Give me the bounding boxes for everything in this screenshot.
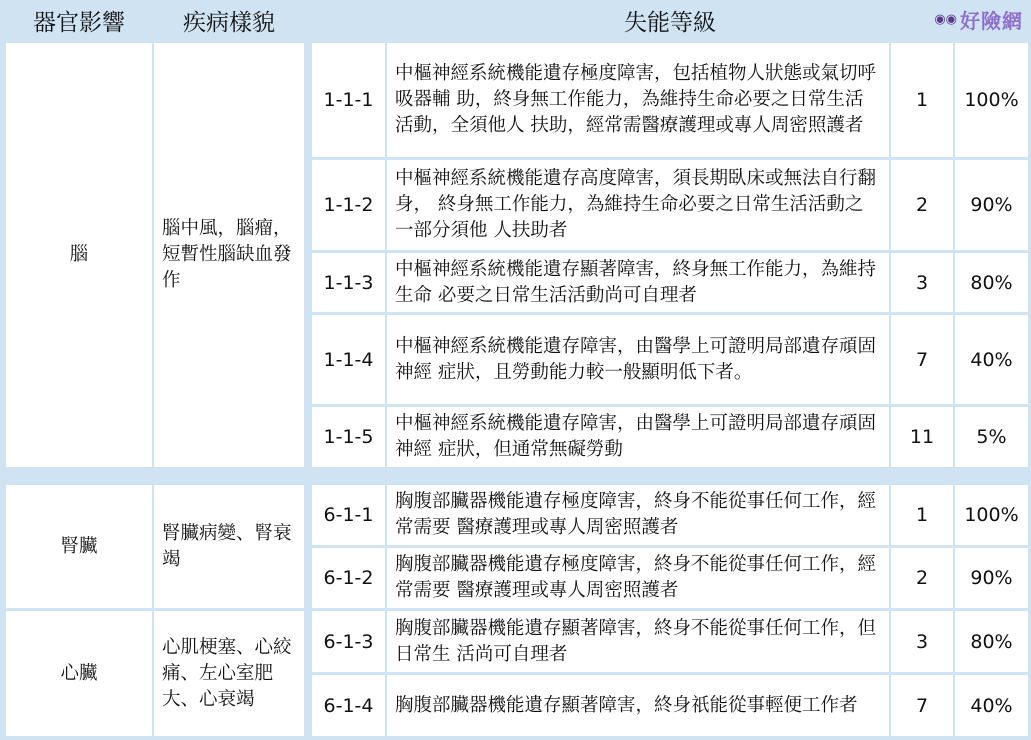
row-code: 6-1-2 (312, 548, 385, 608)
row-level: 3 (891, 253, 953, 312)
row-code: 1-1-2 (312, 160, 385, 250)
brand-logo (934, 5, 1023, 34)
row-description-text: 中樞神經系統機能遺存顯著障害，終身無工作能力，為維持生命 必要之日常生活活動尚可自理者 (395, 258, 877, 306)
row-description (387, 675, 889, 736)
header-organ: 器官影響 (6, 0, 152, 40)
row-percent: 100% (955, 485, 1028, 545)
row-code: 6-1-3 (312, 611, 385, 672)
disease-text: 腎臟病變、腎衰竭 (162, 522, 292, 570)
row-code: 6-1-4 (312, 675, 385, 736)
organ-cell-brain: 腦 (6, 43, 152, 467)
row-description (387, 548, 889, 608)
row-level: 2 (891, 548, 953, 608)
row-description (387, 407, 889, 467)
row-percent: 90% (955, 160, 1028, 250)
row-description-text: 胸腹部臟器機能遺存顯著障害，終身不能從事任何工作，但日常生 活尚可自理者 (395, 617, 877, 665)
row-level: 3 (891, 611, 953, 672)
organ-cell-heart: 心臟 (6, 611, 152, 736)
row-description-text: 中樞神經系統機能遺存高度障害，須長期臥床或無法自行翻身， 終身無工作能力，為維持生命必要之日常生活活動之一部分須他 人扶助者 (395, 168, 877, 241)
organ-cell-kidney: 腎臟 (6, 485, 152, 608)
row-code: 1-1-3 (312, 253, 385, 312)
row-description (387, 253, 889, 312)
brand-logo-text: 好險網 (960, 9, 1023, 33)
row-description (387, 611, 889, 672)
row-level: 2 (891, 160, 953, 250)
section-divider (0, 469, 1031, 483)
row-code: 1-1-1 (312, 43, 385, 157)
row-level: 11 (891, 407, 953, 467)
row-description-text: 中樞神經系統機能遺存障害，由醫學上可證明局部遺存頑固神經 症狀，但通常無礙勞動 (395, 413, 877, 460)
row-description-text: 中樞神經系統機能遺存極度障害，包括植物人狀態或氣切呼吸器輔 助，終身無工作能力，為維持生命必要之日常生活活動，全須他人 扶助，經常需醫療護理或專人周密照護者 (395, 63, 877, 136)
row-percent: 40% (955, 675, 1028, 736)
row-description-text: 胸腹部臟器機能遺存極度障害，終身不能從事任何工作，經常需要 醫療護理或專人周密照護者 (395, 491, 877, 538)
disease-text: 腦中風，腦瘤，短暫性腦缺血發作 (162, 218, 292, 291)
glasses-icon: ◉◉ (934, 12, 957, 27)
row-description-text: 中樞神經系統機能遺存障害，由醫學上可證明局部遺存頑固神經 症狀，且勞動能力較一般顯明低下者。 (395, 335, 877, 383)
row-percent: 90% (955, 548, 1028, 608)
row-code: 1-1-4 (312, 315, 385, 404)
row-code: 1-1-5 (312, 407, 385, 467)
row-percent: 100% (955, 43, 1028, 157)
disease-cell-heart (154, 611, 304, 736)
row-description (387, 315, 889, 404)
header-level: 失能等級 (312, 0, 1028, 40)
disease-cell-brain (154, 43, 304, 467)
row-description-text: 胸腹部臟器機能遺存顯著障害，終身祇能從事輕便工作者 (395, 694, 858, 716)
disease-text: 心肌梗塞、心絞痛、左心室肥大、心衰竭 (162, 636, 292, 710)
header-disease: 疾病樣貌 (154, 0, 304, 40)
row-level: 1 (891, 485, 953, 545)
row-percent: 5% (955, 407, 1028, 467)
row-percent: 80% (955, 253, 1028, 312)
row-level: 7 (891, 675, 953, 736)
row-description (387, 43, 889, 157)
row-description-text: 胸腹部臟器機能遺存極度障害，終身不能從事任何工作，經常需要 醫療護理或專人周密照護者 (395, 554, 877, 601)
row-description (387, 160, 889, 250)
row-percent: 40% (955, 315, 1028, 404)
row-percent: 80% (955, 611, 1028, 672)
row-description (387, 485, 889, 545)
row-level: 1 (891, 43, 953, 157)
row-code: 6-1-1 (312, 485, 385, 545)
disease-cell-kidney (154, 485, 304, 608)
row-level: 7 (891, 315, 953, 404)
